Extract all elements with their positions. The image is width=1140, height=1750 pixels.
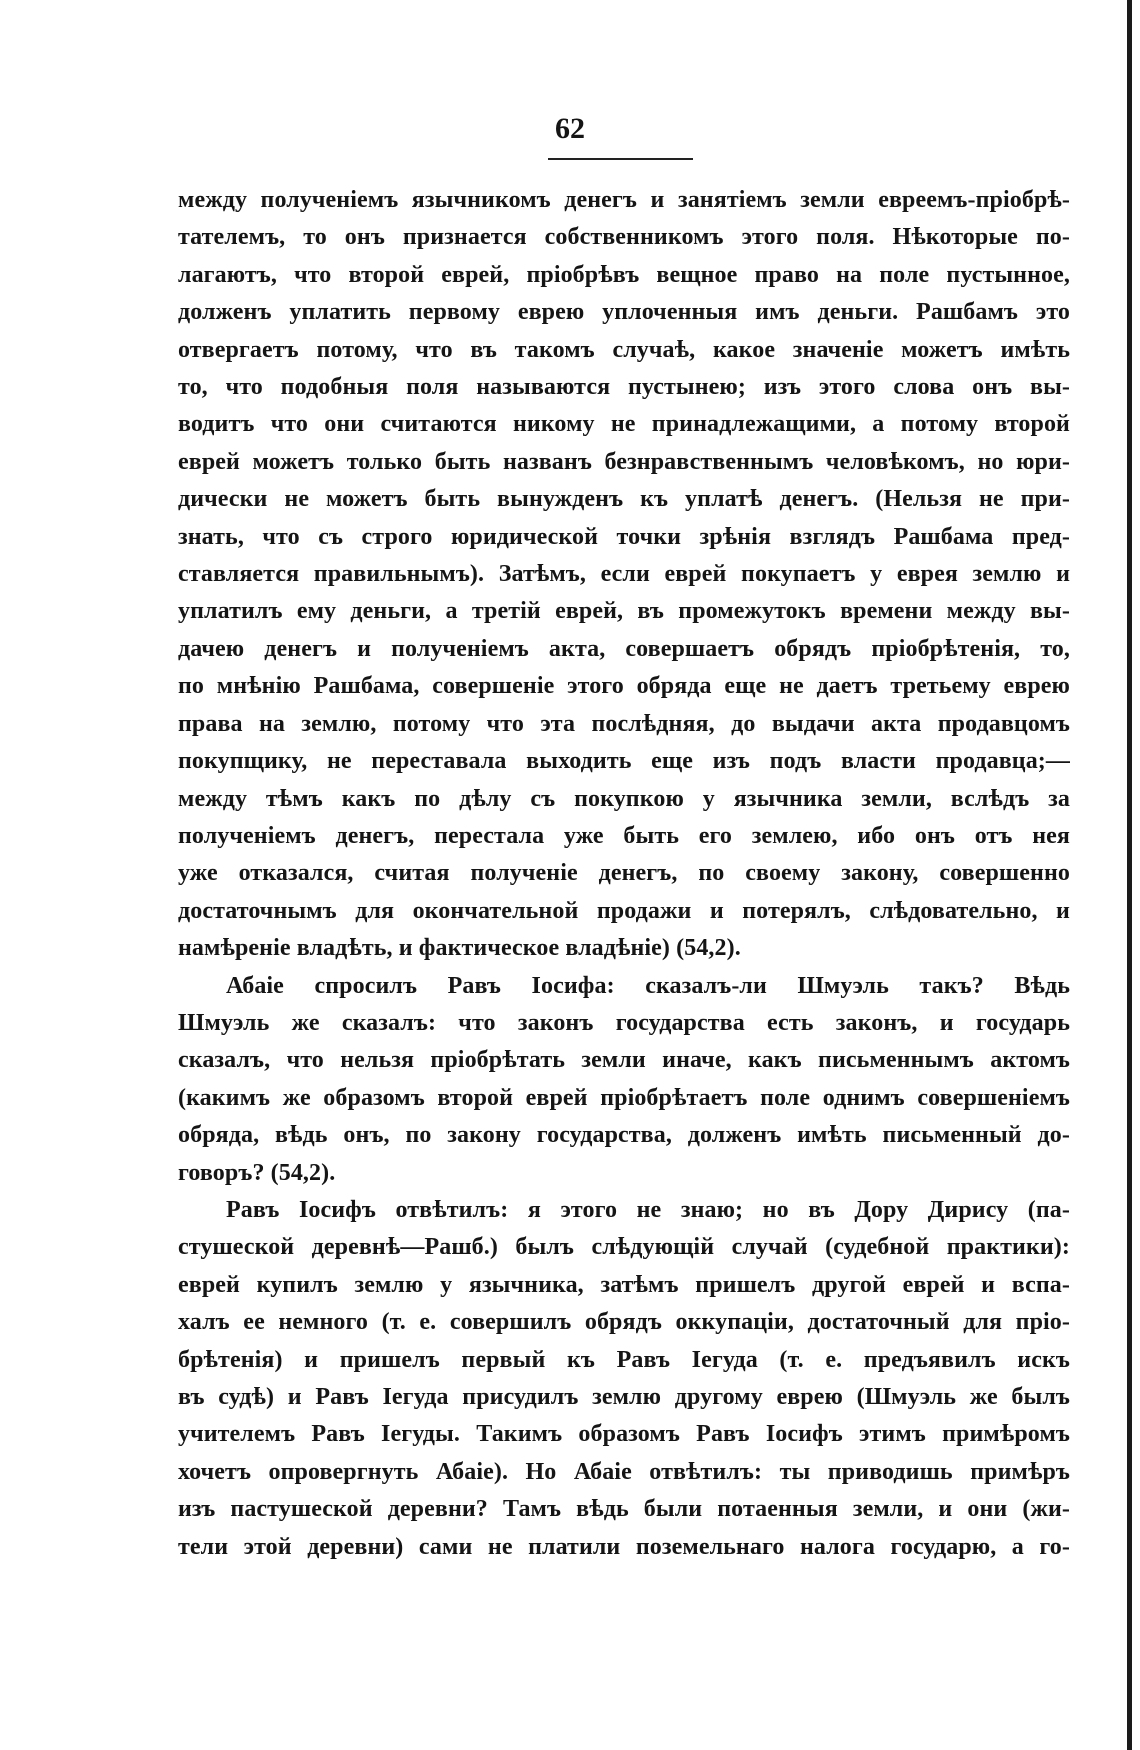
text-line: въ судѣ) и Равъ Іегуда присудилъ землю другому еврею (Шмуэль же былъ — [178, 1384, 1070, 1410]
text-line: отвергаетъ потому, что въ такомъ случаѣ, какое значеніе можетъ имѣть — [178, 336, 1070, 363]
text-line: то, что подобныя поля называются пустынею; изъ этого слова онъ вы- — [178, 374, 1070, 401]
text-line: Шмуэль же сказалъ: что законъ государства есть законъ, и государь — [178, 1009, 1070, 1036]
text-line: обряда, вѣдь онъ, по закону государства, долженъ имѣть письменный до- — [178, 1122, 1070, 1149]
text-line: права на землю, потому что эта послѣдняя, до выдачи акта продавцомъ — [178, 710, 1070, 737]
text-line: халъ ее немного (т. е. совершилъ обрядъ оккупаціи, достаточный для пріо- — [178, 1309, 1070, 1336]
text-line: еврей можетъ только быть названъ безнравственнымъ человѣкомъ, но юри- — [178, 448, 1070, 475]
text-line: долженъ уплатить первому еврею уплоченныя имъ деньги. Рашбамъ это — [178, 299, 1070, 326]
text-line: лагаютъ, что второй еврей, пріобрѣвъ вещное право на поле пустынное, — [178, 261, 1070, 288]
text-line: (какимъ же образомъ второй еврей пріобрѣтаетъ поле однимъ совершеніемъ — [178, 1084, 1070, 1111]
text-line: уже отказался, считая полученіе денегъ, по своему закону, совершенно — [178, 860, 1070, 887]
text-line: еврей купилъ землю у язычника, затѣмъ пришелъ другой еврей и вспа- — [178, 1271, 1070, 1298]
text-line: между тѣмъ какъ по дѣлу съ покупкою у язычника земли, вслѣдъ за — [178, 785, 1070, 812]
text-line: водитъ что они считаются никому не принадлежащими, а потому второй — [178, 411, 1070, 438]
text-line: Абаіе спросилъ Равъ Іосифа: сказалъ-ли Шмуэль такъ? Вѣдь — [226, 972, 1070, 999]
text-line: по мнѣнію Рашбама, совершеніе этого обряда еще не даетъ третьему еврею — [178, 673, 1070, 700]
text-line: дачею денегъ и полученіемъ акта, совершаетъ обрядъ пріобрѣтенія, то, — [178, 635, 1070, 662]
text-line: намѣреніе владѣть, и фактическое владѣніе) (54,2). — [178, 935, 741, 962]
header-rule — [548, 158, 693, 160]
text-line: достаточнымъ для окончательной продажи и потерялъ, слѣдовательно, и — [178, 897, 1070, 924]
text-line: покупщику, не переставала выходить еще изъ подъ власти продавца;— — [178, 748, 1070, 775]
text-line: ставляется правильнымъ). Затѣмъ, если еврей покупаетъ у еврея землю и — [178, 561, 1070, 588]
text-line: Равъ Іосифъ отвѣтилъ: я этого не знаю; но въ Дору Дирису (па- — [226, 1196, 1070, 1223]
text-line: уплатилъ ему деньги, а третій еврей, въ промежутокъ времени между вы- — [178, 598, 1070, 625]
text-line: сказалъ, что нельзя пріобрѣтать земли иначе, какъ письменнымъ актомъ — [178, 1047, 1070, 1074]
text-line: изъ пастушеской деревни? Тамъ вѣдь были потаенныя земли, и они (жи- — [178, 1496, 1070, 1523]
paragraph-2 — [178, 968, 1070, 1192]
text-line: тели этой деревни) сами не платили поземельнаго налога государю, а го- — [178, 1533, 1070, 1560]
text-line: знать, что съ строго юридической точки зрѣнія взглядъ Рашбама пред- — [178, 523, 1070, 550]
body-text — [178, 182, 1070, 1566]
text-line: говоръ? (54,2). — [178, 1159, 336, 1186]
page-edge — [1127, 0, 1132, 1750]
text-line: дически не можетъ быть вынужденъ къ уплатѣ денегъ. (Нельзя не при- — [178, 486, 1070, 513]
text-line: брѣтенія) и пришелъ первый къ Равъ Іегуда (т. е. предъявилъ искъ — [178, 1346, 1070, 1373]
text-line: хочетъ опровергнуть Абаіе). Но Абаіе отвѣтилъ: ты приводишь примѣръ — [178, 1458, 1070, 1485]
text-line: полученіемъ денегъ, перестала уже быть его землею, ибо онъ отъ нея — [178, 822, 1070, 849]
text-line: тателемъ, то онъ признается собственникомъ этого поля. Нѣкоторые по- — [178, 224, 1070, 251]
text-line: учителемъ Равъ Іегуды. Такимъ образомъ Равъ Іосифъ этимъ примѣромъ — [178, 1421, 1070, 1448]
page-number: 62 — [555, 112, 585, 145]
text-line: между полученіемъ язычникомъ денегъ и занятіемъ земли евреемъ-пріобрѣ- — [178, 187, 1070, 213]
text-line: стушеской деревнѣ—Рашб.) былъ слѣдующій случай (судебной практики): — [178, 1234, 1070, 1261]
paragraph-1 — [178, 182, 1070, 968]
paragraph-3 — [178, 1192, 1070, 1566]
